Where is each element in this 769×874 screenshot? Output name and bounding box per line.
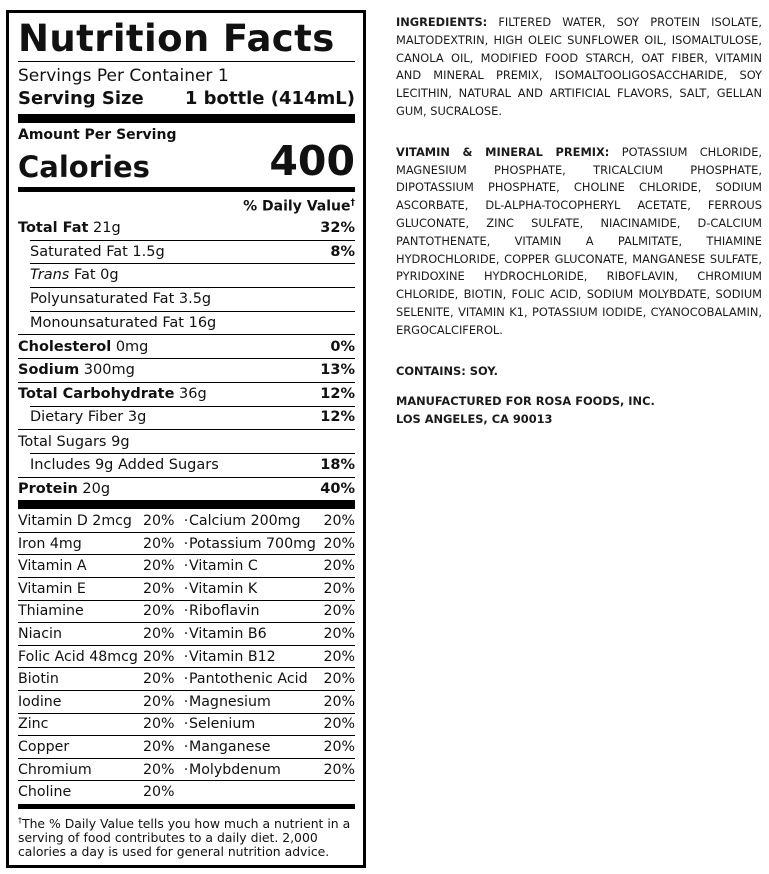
vitamin-daily-value: 20% (323, 603, 355, 620)
vitamin-row (18, 713, 355, 736)
separator-dot: · (183, 558, 189, 575)
vitamin-name: Copper (18, 738, 70, 755)
calories-row (18, 138, 355, 184)
vitamin-name: Vitamin E (18, 580, 86, 597)
vitamin-name: Iodine (18, 693, 62, 710)
nutrition-facts-title: Nutrition Facts (18, 17, 335, 60)
vitamin-mineral-list (18, 509, 355, 803)
manufacturer-line-2: LOS ANGELES, CA 90013 (396, 412, 553, 427)
premix-paragraph (396, 144, 762, 340)
vitamin-daily-value: 20% (143, 512, 175, 529)
vitamin-row (18, 667, 355, 690)
vitamin-daily-value: 20% (323, 693, 355, 710)
nutrient-row-cholesterol: Cholesterol 0mg 0% (18, 334, 355, 358)
separator-dot: · (183, 535, 189, 552)
vitamin-name: Vitamin D 2mcg (18, 512, 132, 529)
separator-dot: · (183, 648, 189, 665)
daily-value-footnote: †The % Daily Value tells you how much a nutrient in a serving of food contributes to a daily diet. 2,000 calories a day is used for general nutrition advice. (18, 815, 351, 860)
vitamin-name: Niacin (18, 626, 62, 643)
premix-heading: VITAMIN & MINERAL PREMIX: (396, 144, 610, 159)
nutrient-row-monounsaturated-fat: Monounsaturated Fat 16g (18, 311, 355, 335)
vitamin-daily-value: 20% (143, 603, 175, 620)
vitamin-daily-value: 20% (143, 716, 175, 733)
nutrient-row-added-sugars: Includes 9g Added Sugars 18% (18, 453, 355, 477)
vitamin-daily-value: 20% (143, 626, 175, 643)
vitamin-row (18, 690, 355, 713)
vitamin-daily-value: 20% (323, 626, 355, 643)
vitamin-name: Folic Acid 48mcg (18, 648, 138, 665)
vitamin-name: Vitamin B12 (189, 648, 276, 665)
vitamin-name: Magnesium (189, 693, 271, 710)
premix-text: POTASSIUM CHLORIDE, MAGNESIUM PHOSPHATE, TRICALCIUM PHOSPHATE, DIPOTASSIUM PHOSPHATE, CHOLINE CHLORIDE, SODIUM ASCORBATE, DL-ALPHA-TOCOPHERYL ACETATE, FERROUS GLUCONATE, ZINC SULFATE, NIACINAMIDE, D-CALCIUM PANTOTHENATE, VITAMIN A PALMITATE, THIAMINE HYDROCHLORIDE, COPPER GLUCONATE, MANGANESE SULFATE, PYRIDOXINE HYDROCHLORIDE, RIBOFLAVIN, CHROMIUM CHLORIDE, BIOTIN, FOLIC ACID, SODIUM MOLYBDATE, SODIUM SELENITE, VITAMIN K1, POTASSIUM IODIDE, CYANOCOBALAMIN, ERGOCALCIFEROL. (396, 144, 763, 337)
calories-label: Calories (18, 150, 150, 184)
amount-per-serving: Amount Per Serving (18, 127, 177, 143)
vitamin-name: Selenium (189, 716, 256, 733)
serving-size-value: 1 bottle (414mL) (184, 88, 355, 109)
vitamin-daily-value: 20% (323, 671, 355, 688)
separator-dot: · (183, 626, 189, 643)
vitamin-daily-value: 20% (143, 671, 175, 688)
separator-dot: · (183, 738, 189, 755)
vitamin-row (18, 735, 355, 758)
servings-per-container: Servings Per Container 1 (18, 66, 229, 86)
vitamin-daily-value: 20% (323, 716, 355, 733)
vitamin-name: Vitamin B6 (189, 626, 267, 643)
vitamin-name: Chromium (18, 761, 92, 778)
vitamin-row (18, 509, 355, 532)
vitamin-daily-value: 20% (143, 648, 175, 665)
serving-size-row (18, 87, 355, 111)
separator-dot: · (183, 716, 189, 733)
vitamin-row (18, 758, 355, 781)
daily-value-header: % Daily Value† (243, 198, 355, 215)
vitamin-daily-value: 20% (323, 512, 355, 529)
vitamin-daily-value: 20% (143, 693, 175, 710)
ingredient-information (396, 14, 762, 429)
vitamin-row (18, 780, 355, 803)
serving-size-label: Serving Size (18, 88, 144, 109)
nutrient-row-total-carbohydrate: Total Carbohydrate 36g 12% (18, 382, 355, 406)
ingredients-text: FILTERED WATER, SOY PROTEIN ISOLATE, MALTODEXTRIN, HIGH OLEIC SUNFLOWER OIL, ISOMALTULOSE, CANOLA OIL, MODIFIED FOOD STARCH, OAT FIBER, VITAMIN AND MINERAL PREMIX, ISOMALTOOLIGOSACCHARIDE, SOY LECITHIN, NATURAL AND ARTIFICIAL FLAVORS, SALT, GELLAN GUM, SUCRALOSE. (396, 15, 763, 118)
vitamin-name: Biotin (18, 671, 59, 688)
vitamin-daily-value: 20% (143, 558, 175, 575)
vitamin-daily-value: 20% (323, 738, 355, 755)
nutrient-row-polyunsaturated-fat: Polyunsaturated Fat 3.5g (18, 287, 355, 311)
vitamin-row (18, 554, 355, 577)
vitamin-name: Vitamin K (189, 580, 258, 597)
manufacturer-line-1: MANUFACTURED FOR ROSA FOODS, INC. (396, 394, 655, 409)
nutrient-row-total-fat: Total Fat 21g 32% (18, 219, 355, 236)
nutrient-row-sodium: Sodium 300mg 13% (18, 358, 355, 382)
vitamin-row (18, 577, 355, 600)
ingredients-paragraph (396, 14, 762, 121)
vitamin-name: Choline (18, 784, 72, 801)
ingredients-heading: INGREDIENTS: (396, 15, 488, 29)
vitamin-name: Iron 4mg (18, 535, 82, 552)
vitamin-name: Riboflavin (189, 603, 260, 620)
allergen-statement: CONTAINS: SOY. (396, 363, 498, 378)
vitamin-name: Vitamin C (189, 558, 258, 575)
nutrient-row-saturated-fat: Saturated Fat 1.5g 8% (18, 240, 355, 264)
vitamin-daily-value: 20% (143, 535, 175, 552)
vitamin-daily-value: 20% (143, 738, 175, 755)
vitamin-row (18, 532, 355, 555)
vitamin-name: Vitamin A (18, 558, 87, 575)
nutrient-row-total-sugars: Total Sugars 9g (18, 429, 355, 453)
vitamin-row (18, 645, 355, 668)
vitamin-daily-value: 20% (143, 580, 175, 597)
separator-dot: · (183, 671, 189, 688)
vitamin-daily-value: 20% (323, 580, 355, 597)
nutrient-list (18, 216, 355, 500)
nutrient-row-dietary-fiber: Dietary Fiber 3g 12% (18, 406, 355, 430)
nutrition-facts-panel (6, 10, 366, 868)
vitamin-name: Potassium 700mg (189, 535, 316, 552)
separator-dot: · (183, 761, 189, 778)
separator-dot: · (183, 603, 189, 620)
vitamin-name: Molybdenum (189, 761, 281, 778)
calories-value: 400 (269, 137, 355, 185)
vitamin-name: Zinc (18, 716, 49, 733)
vitamin-row (18, 600, 355, 623)
vitamin-name: Manganese (189, 738, 271, 755)
vitamin-daily-value: 20% (323, 558, 355, 575)
separator-dot: · (183, 693, 189, 710)
vitamin-name: Calcium 200mg (189, 512, 301, 529)
vitamin-daily-value: 20% (323, 535, 355, 552)
vitamin-daily-value: 20% (143, 761, 175, 778)
separator-dot: · (183, 580, 189, 597)
vitamin-name: Thiamine (18, 603, 84, 620)
nutrient-row-protein: Protein 20g 40% (18, 477, 355, 501)
vitamin-daily-value: 20% (323, 648, 355, 665)
vitamin-name: Pantothenic Acid (189, 671, 308, 688)
separator-dot: · (183, 512, 189, 529)
vitamin-daily-value: 20% (143, 784, 175, 801)
vitamin-daily-value: 20% (323, 761, 355, 778)
nutrient-row-trans-fat: Trans Fat 0g (18, 263, 355, 287)
vitamin-row (18, 622, 355, 645)
